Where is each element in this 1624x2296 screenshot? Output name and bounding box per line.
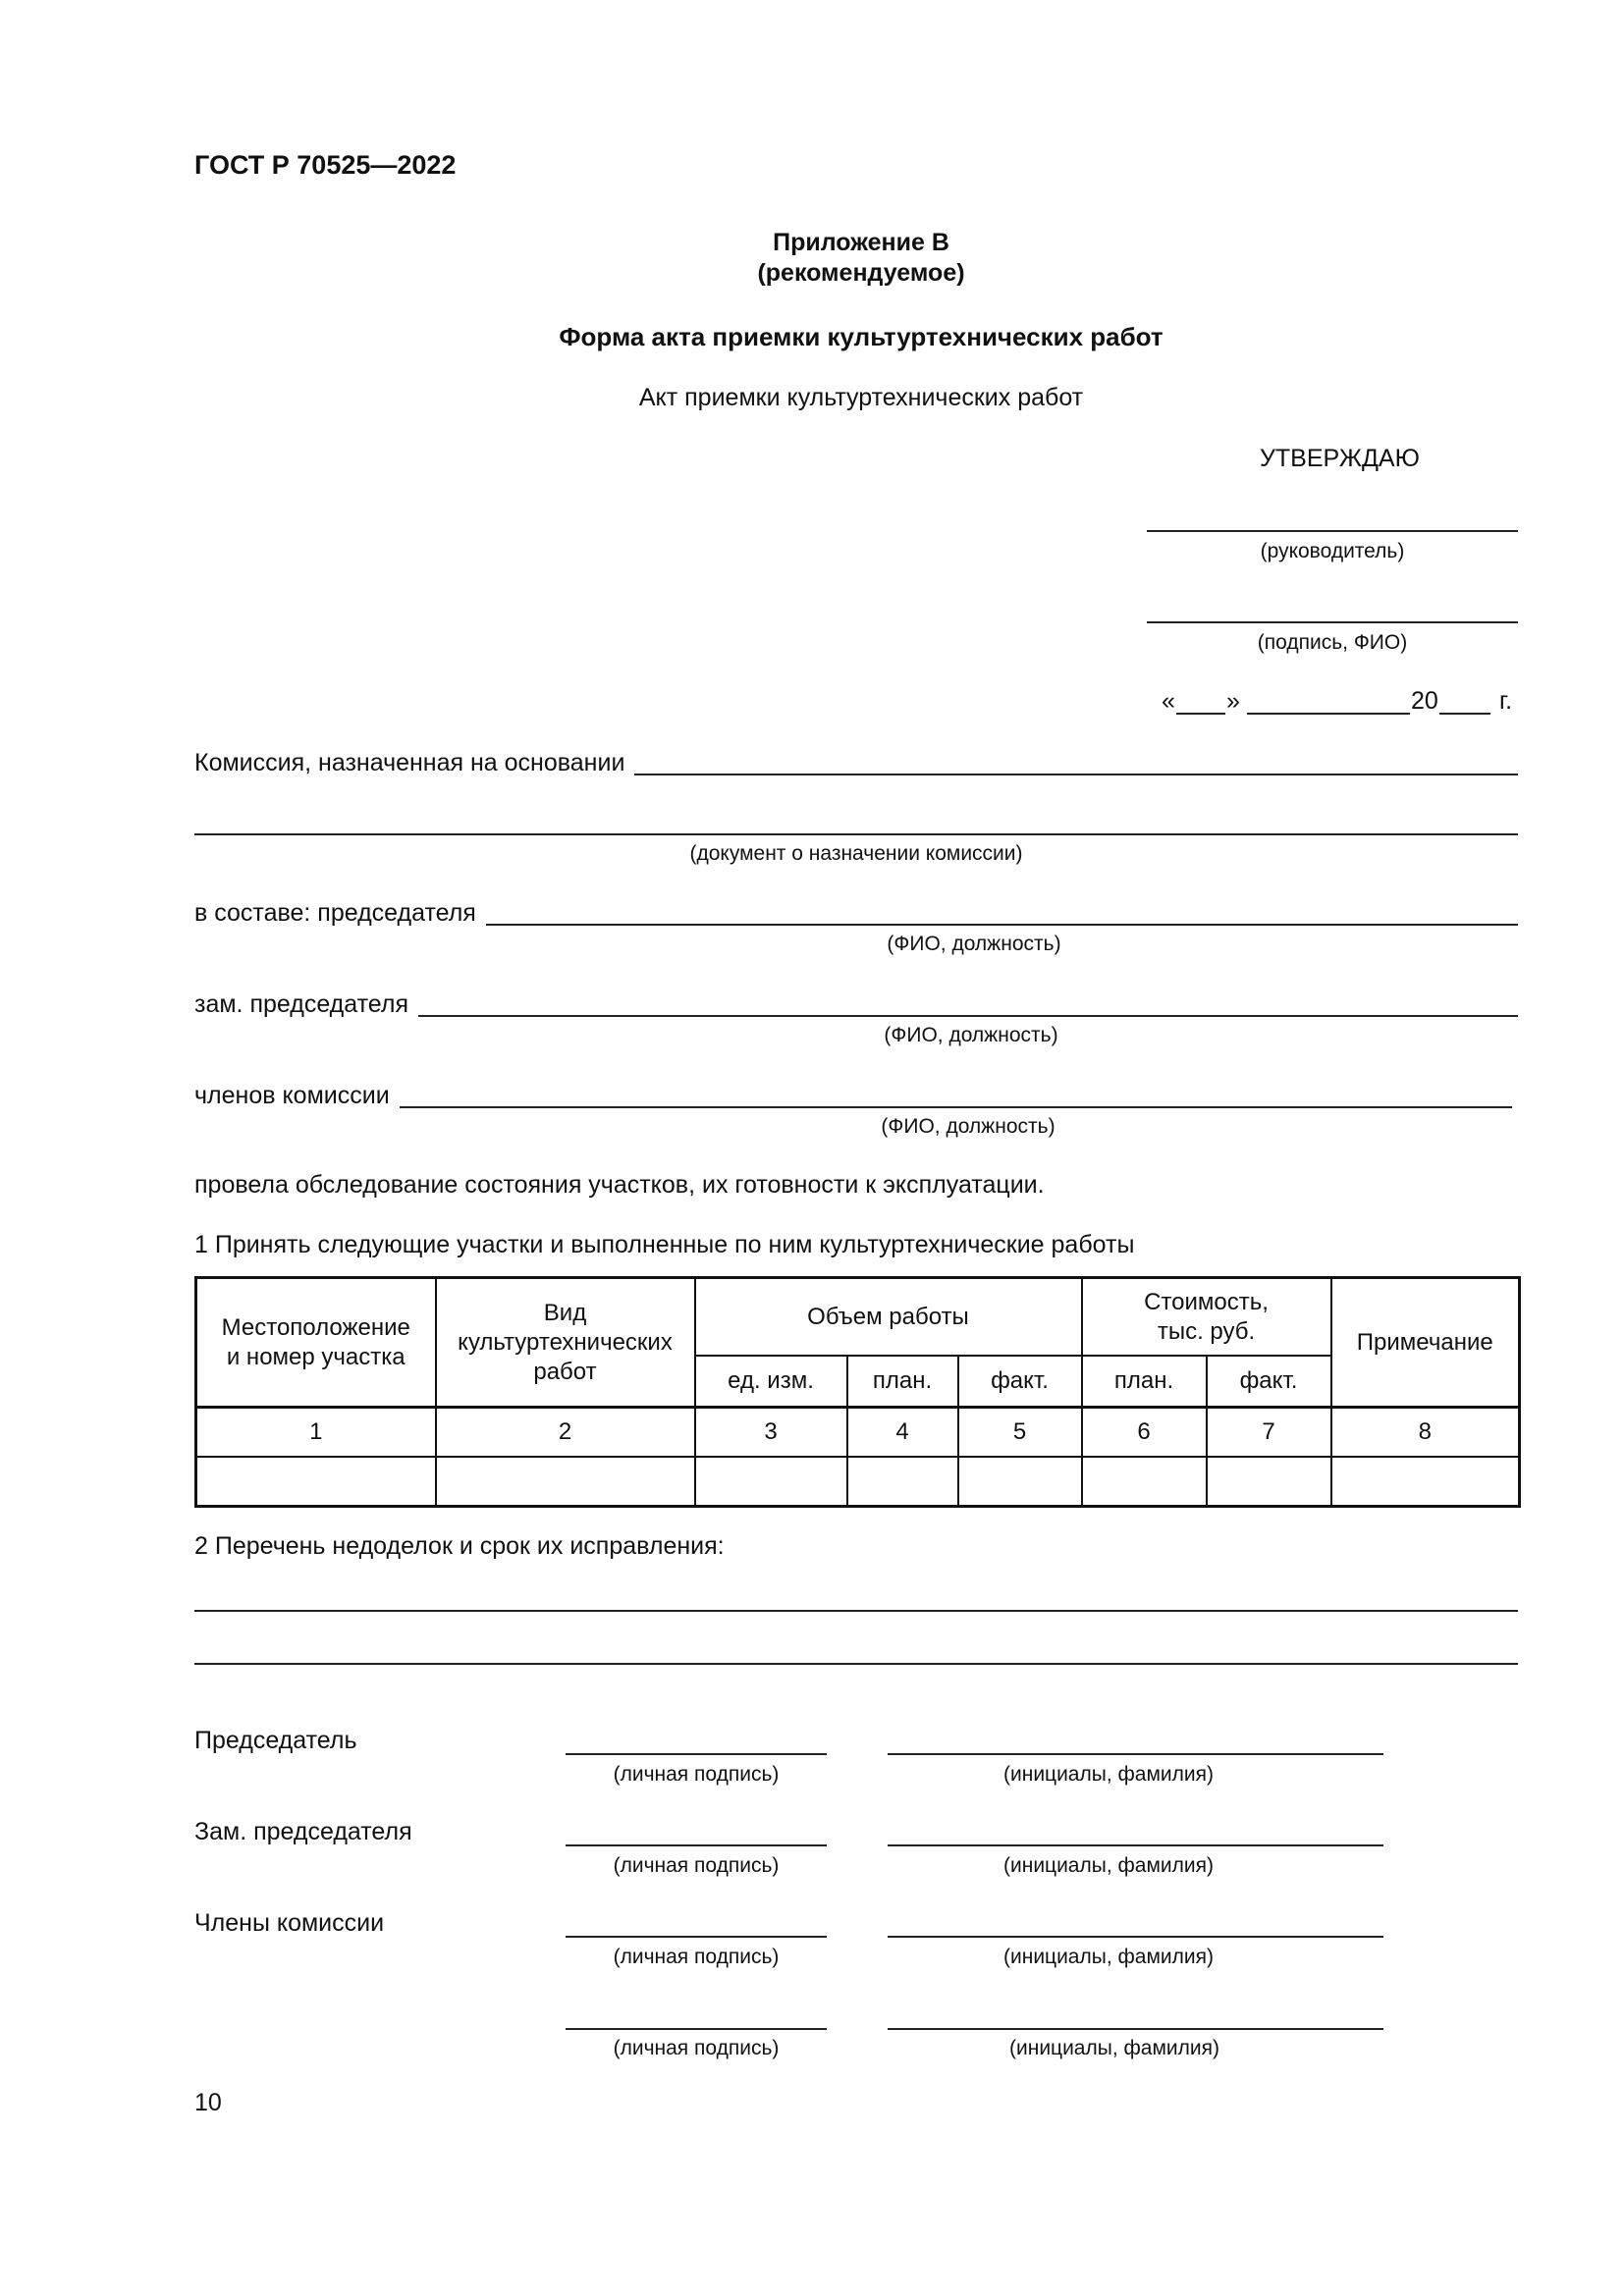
- commission-basis-line[interactable]: [634, 774, 1518, 775]
- date-open-quote: «: [1162, 687, 1175, 715]
- column-number: 7: [1207, 1408, 1331, 1458]
- signature-role: Председатель: [194, 1727, 357, 1754]
- date-year-line[interactable]: [1439, 713, 1490, 715]
- column-number: 3: [695, 1408, 847, 1458]
- page-number: 10: [194, 2089, 222, 2116]
- document-caption: (документ о назначении комиссии): [689, 842, 1023, 865]
- table-cell[interactable]: [1331, 1457, 1520, 1507]
- deputy-label: зам. председателя: [194, 992, 412, 1017]
- col-cost-header: Стоимость, тыс. руб.: [1082, 1278, 1331, 1357]
- table-cell[interactable]: [196, 1457, 436, 1507]
- date-year-suffix: г.: [1499, 687, 1513, 715]
- date-month-line[interactable]: [1247, 713, 1410, 715]
- standard-code: ГОСТ Р 70525—2022: [194, 150, 457, 180]
- table-cell[interactable]: [1082, 1457, 1207, 1507]
- sub-cost-plan-header: план.: [1082, 1356, 1207, 1408]
- appendix-title: Приложение В: [773, 229, 949, 256]
- form-title: Форма акта приемки культуртехнических работ: [559, 322, 1164, 351]
- signature-caption: (личная подпись): [613, 1854, 780, 1877]
- sub-volume-plan-header: план.: [847, 1356, 958, 1408]
- chairman-line[interactable]: [486, 924, 1518, 926]
- name-caption: (инициалы, фамилия): [1003, 1763, 1214, 1786]
- signature-caption: (личная подпись): [613, 1763, 780, 1786]
- defects-line[interactable]: [194, 1663, 1518, 1665]
- section2-title: 2 Перечень недоделок и срок их исправления:: [194, 1532, 725, 1560]
- appendix-status: (рекомендуемое): [757, 259, 965, 287]
- signature-line[interactable]: [566, 1753, 827, 1755]
- sub-unit-header: ед. изм.: [695, 1356, 847, 1408]
- date-day-line[interactable]: [1176, 713, 1225, 715]
- accepted-works-table: [194, 1276, 1521, 1508]
- act-title: Акт приемки культуртехнических работ: [638, 384, 1084, 411]
- table-row: [196, 1457, 1520, 1507]
- date-close-quote: »: [1226, 687, 1240, 715]
- name-caption: (инициалы, фамилия): [1009, 2037, 1219, 2059]
- name-line[interactable]: [888, 1753, 1383, 1755]
- signature-role: Зам. председателя: [194, 1818, 412, 1845]
- table-cell[interactable]: [1207, 1457, 1331, 1507]
- col-note-header: Примечание: [1331, 1278, 1520, 1408]
- signature-caption: (подпись, ФИО): [1257, 631, 1408, 654]
- commission-basis-label: Комиссия, назначенная на основании: [194, 751, 628, 775]
- members-caption: (ФИО, должность): [881, 1115, 1056, 1138]
- section1-title: 1 Принять следующие участки и выполненные по ним культуртехнические работы: [194, 1231, 1135, 1258]
- column-number: 4: [847, 1408, 958, 1458]
- chairman-caption: (ФИО, должность): [887, 933, 1061, 955]
- head-name-line[interactable]: [1147, 530, 1518, 532]
- column-number: 8: [1331, 1408, 1520, 1458]
- head-signature-line[interactable]: [1147, 621, 1518, 623]
- survey-text: провела обследование состояния участков, их готовности к эксплуатации.: [194, 1171, 1045, 1199]
- signature-line[interactable]: [566, 1936, 827, 1938]
- column-number: 6: [1082, 1408, 1207, 1458]
- table-cell[interactable]: [695, 1457, 847, 1507]
- members-line[interactable]: [400, 1106, 1512, 1108]
- sub-cost-fact-header: факт.: [1207, 1356, 1331, 1408]
- col-location-header: Местоположение и номер участка: [196, 1278, 436, 1408]
- commission-document-line[interactable]: [194, 833, 1518, 835]
- name-caption: (инициалы, фамилия): [1003, 1946, 1214, 1968]
- name-line[interactable]: [888, 1936, 1383, 1938]
- name-caption: (инициалы, фамилия): [1003, 1854, 1214, 1877]
- deputy-caption: (ФИО, должность): [884, 1024, 1058, 1046]
- table-cell[interactable]: [958, 1457, 1082, 1507]
- col-volume-header: Объем работы: [695, 1278, 1082, 1357]
- signature-caption: (личная подпись): [613, 2037, 780, 2059]
- signature-line[interactable]: [566, 1844, 827, 1846]
- column-number: 5: [958, 1408, 1082, 1458]
- name-line[interactable]: [888, 1844, 1383, 1846]
- signature-caption: (личная подпись): [613, 1946, 780, 1968]
- head-caption: (руководитель): [1260, 540, 1405, 562]
- table-cell[interactable]: [847, 1457, 958, 1507]
- column-number: 1: [196, 1408, 436, 1458]
- defects-line[interactable]: [194, 1610, 1518, 1612]
- deputy-line[interactable]: [418, 1015, 1518, 1017]
- members-label: членов комиссии: [194, 1084, 394, 1108]
- signature-line[interactable]: [566, 2028, 827, 2030]
- approve-label: УТВЕРЖДАЮ: [1260, 445, 1420, 472]
- date-year-prefix: 20: [1411, 687, 1438, 715]
- sub-volume-fact-header: факт.: [958, 1356, 1082, 1408]
- chairman-label: в составе: председателя: [194, 901, 480, 926]
- table-cell[interactable]: [436, 1457, 695, 1507]
- name-line[interactable]: [888, 2028, 1383, 2030]
- signature-role: Члены комиссии: [194, 1909, 385, 1937]
- column-number: 2: [436, 1408, 695, 1458]
- col-work-type-header: Вид культуртехнических работ: [436, 1278, 695, 1408]
